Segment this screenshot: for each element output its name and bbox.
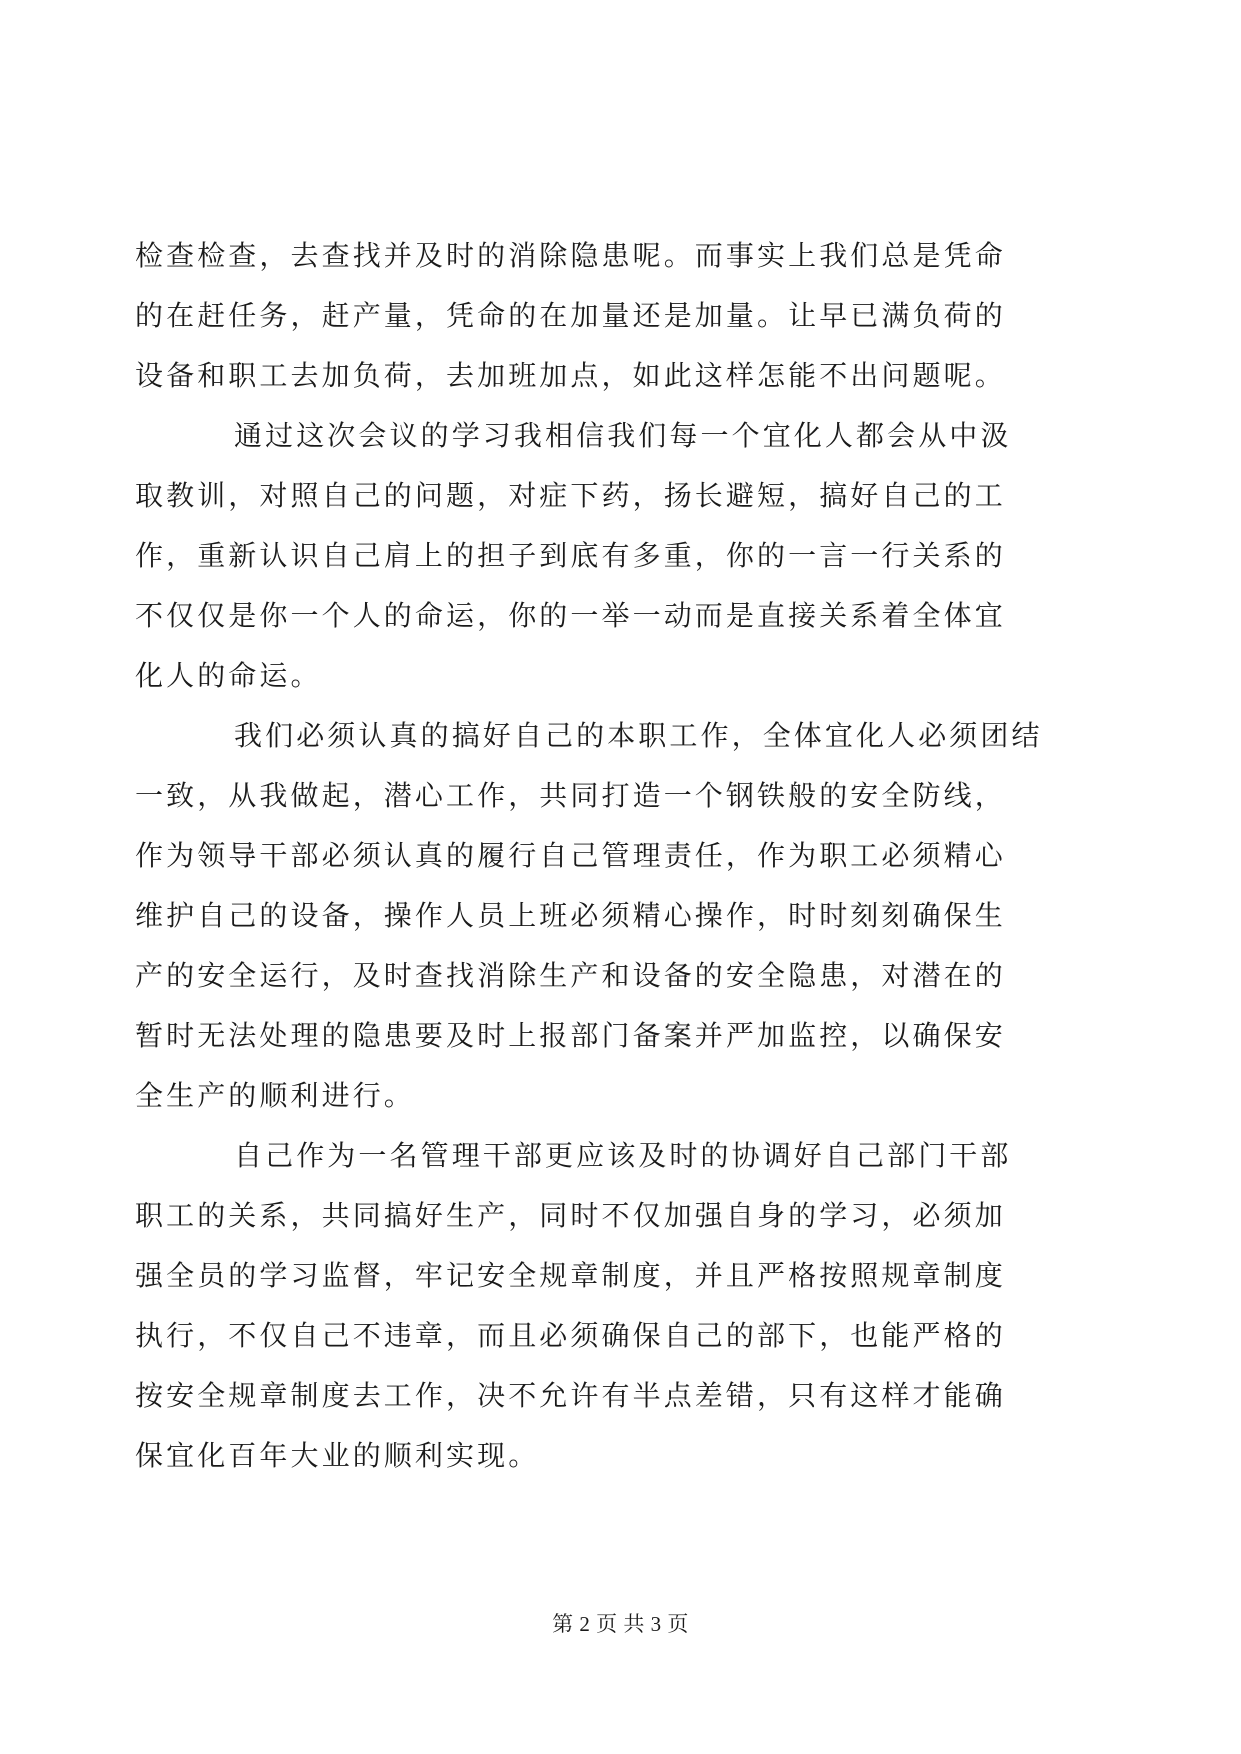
paragraph-line: 全生产的顺利进行。	[135, 1079, 415, 1112]
paragraph-line: 自己作为一名管理干部更应该及时的协调好自己部门干部	[234, 1139, 1012, 1172]
paragraph-line: 按安全规章制度去工作，决不允许有半点差错，只有这样才能确	[135, 1379, 1006, 1412]
page-number-footer: 第 2 页 共 3 页	[552, 1612, 689, 1636]
paragraph-3	[135, 706, 1110, 1126]
paragraph-line: 作，重新认识自己肩上的担子到底有多重，你的一言一行关系的	[135, 539, 1006, 572]
paragraph-2	[135, 406, 1110, 706]
paragraph-line: 一致，从我做起，潜心工作，共同打造一个钢铁般的安全防线，	[135, 779, 1006, 812]
paragraph-line: 化人的命运。	[135, 659, 322, 692]
paragraph-line: 强全员的学习监督，牢记安全规章制度，并且严格按照规章制度	[135, 1259, 1006, 1292]
paragraph-line: 通过这次会议的学习我相信我们每一个宜化人都会从中汲	[234, 419, 1012, 452]
paragraph-line: 我们必须认真的搞好自己的本职工作，全体宜化人必须团结	[234, 719, 1043, 752]
paragraph-line: 暂时无法处理的隐患要及时上报部门备案并严加监控，以确保安	[135, 1019, 1006, 1052]
document-body	[135, 226, 1110, 1486]
paragraph-4	[135, 1126, 1110, 1486]
paragraph-line: 保宜化百年大业的顺利实现。	[135, 1439, 540, 1472]
paragraph-line: 产的安全运行，及时查找消除生产和设备的安全隐患，对潜在的	[135, 959, 1006, 992]
paragraph-1	[135, 226, 1110, 406]
paragraph-line: 取教训，对照自己的问题，对症下药，扬长避短，搞好自己的工	[135, 479, 1006, 512]
paragraph-line: 职工的关系，共同搞好生产，同时不仅加强自身的学习，必须加	[135, 1199, 1006, 1232]
paragraph-line: 维护自己的设备，操作人员上班必须精心操作，时时刻刻确保生	[135, 899, 1006, 932]
paragraph-line: 执行，不仅自己不违章，而且必须确保自己的部下，也能严格的	[135, 1319, 1006, 1352]
paragraph-line: 设备和职工去加负荷，去加班加点，如此这样怎能不出问题呢。	[135, 359, 1006, 392]
paragraph-line: 不仅仅是你一个人的命运，你的一举一动而是直接关系着全体宜	[135, 599, 1006, 632]
paragraph-line: 的在赶任务，赶产量，凭命的在加量还是加量。让早已满负荷的	[135, 299, 1006, 332]
paragraph-line: 作为领导干部必须认真的履行自己管理责任，作为职工必须精心	[135, 839, 1006, 872]
paragraph-line: 检查检查，去查找并及时的消除隐患呢。而事实上我们总是凭命	[135, 239, 1006, 272]
